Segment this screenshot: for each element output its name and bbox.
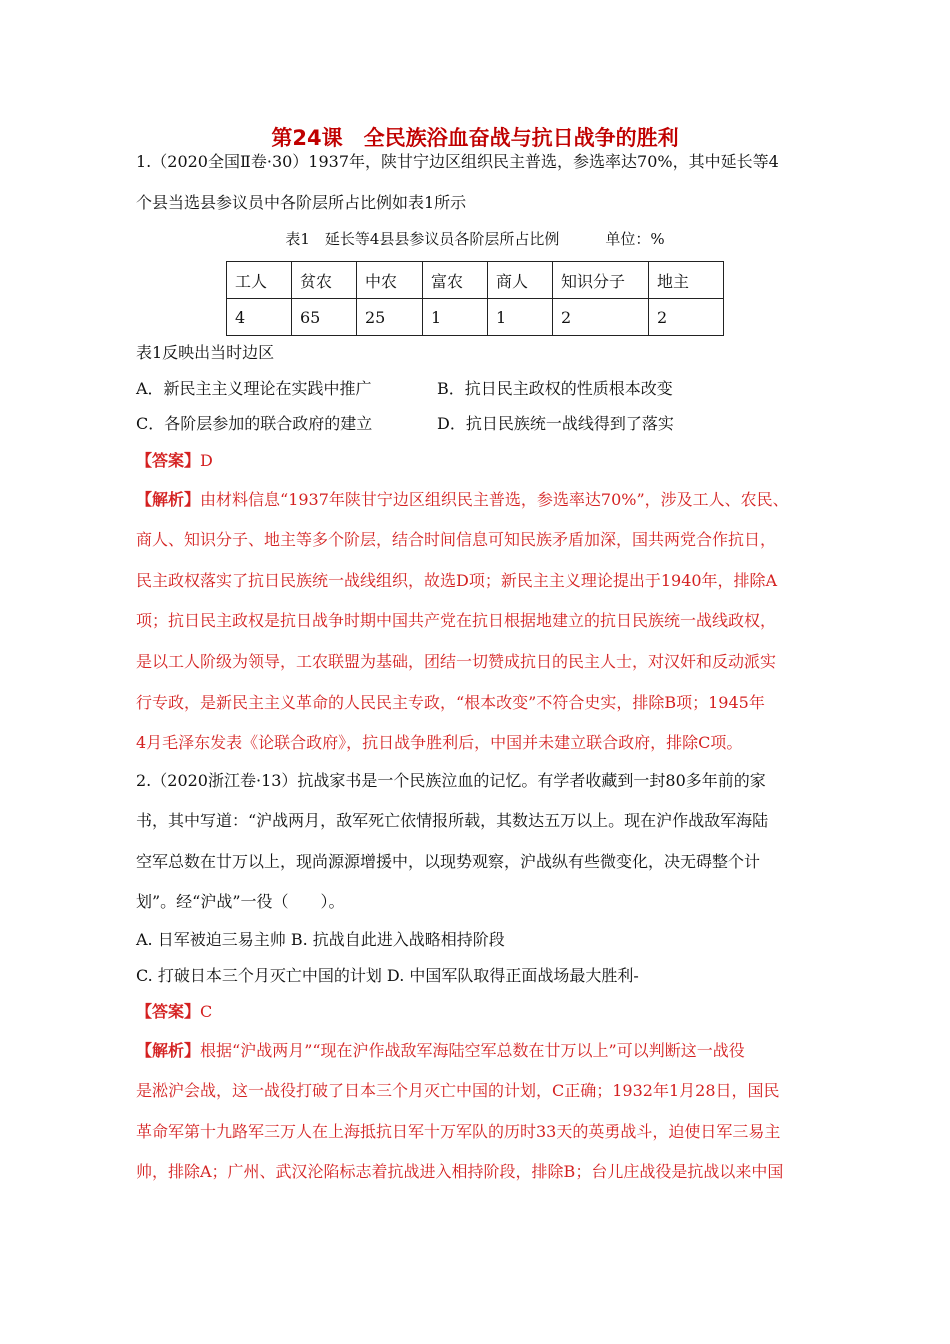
q1-analysis-line: 项；抗日民主政权是抗日战争时期中国共产党在抗日根据地建立的抗日民族统一战线政权， [136,611,777,630]
q2-stem-line: 划”。经“沪战”一役（ ）。 [136,892,345,911]
answer-value: D [200,451,213,470]
table-cell: 25 [357,299,423,336]
table-header-row [227,262,724,299]
page-title: 第24课 全民族浴血奋战与抗日战争的胜利 [271,126,679,150]
answer-label: 【答案】 [136,1002,201,1021]
q1-option-a: A．新民主主义理论在实践中推广 [136,379,372,398]
table-header-cell: 贫农 [292,262,357,299]
q1-option-c: C．各阶层参加的联合政府的建立 [136,414,373,433]
table-header-cell: 工人 [227,262,292,299]
q2-options-line2: C. 打破日本三个月灭亡中国的计划 D. 中国军队取得正面战场最大胜利- [136,966,639,985]
table-caption-text: 表1 延长等4县县参议员各阶层所占比例 [285,230,560,248]
table-cell: 4 [227,299,292,336]
q1-analysis-line: 行专政，是新民主主义革命的人民民主专政，“根本改变”不符合史实，排除B项；1945年 [136,693,765,712]
table-row [227,299,724,336]
q2-answer [136,1001,212,1023]
table-header-cell: 知识分子 [553,262,649,299]
q1-question: 表1反映出当时边区 [136,343,275,362]
table-cell: 1 [423,299,488,336]
table-header-cell: 中农 [357,262,423,299]
analysis-label: 【解析】 [136,1041,201,1060]
analysis-label: 【解析】 [136,490,201,509]
q1-answer [136,450,213,472]
q2-analysis-line [136,1040,745,1062]
q2-analysis-line: 革命军第十九路军三万人在上海抵抗日军十万军队的历时33天的英勇战斗，迫使日军三易主 [136,1122,781,1141]
q1-analysis-line: 是以工人阶级为领导，工农联盟为基础，团结一切赞成抗日的民主人士，对汉奸和反动派实 [136,652,777,671]
q1-analysis-line: 民主政权落实了抗日民族统一战线组织，故选D项；新民主主义理论提出于1940年，排除A [136,571,778,590]
table-header-cell: 富农 [423,262,488,299]
q1-analysis-line [136,489,789,511]
analysis-text: 由材料信息“1937年陕甘宁边区组织民主普选，参选率达70%”，涉及工人、农民、 [200,490,789,509]
answer-label: 【答案】 [136,451,201,470]
table-cell: 65 [292,299,357,336]
answer-value: C [200,1002,213,1021]
q1-option-b: B．抗日民主政权的性质根本改变 [437,379,673,398]
q1-analysis-line: 4月毛泽东发表《论联合政府》，抗日战争胜利后，中国并未建立联合政府，排除C项。 [136,733,743,752]
q1-stem-line2: 个县当选县参议员中各阶层所占比例如表1所示 [136,193,467,212]
table-unit: 单位：% [605,230,665,248]
q2-stem-line: 书，其中写道：“沪战两月，敌军死亡依情报所载，其数达五万以上。现在沪作战敌军海陆 [136,811,769,830]
q1-analysis-line: 商人、知识分子、地主等多个阶层，结合时间信息可知民族矛盾加深，国共两党合作抗日， [136,530,777,549]
table-cell: 1 [488,299,553,336]
table-header-cell: 商人 [488,262,553,299]
analysis-text: 根据“沪战两月”“现在沪作战敌军海陆空军总数在廿万以上”可以判断这一战役 [200,1041,745,1060]
q2-stem-line: 空军总数在廿万以上，现尚源源增援中，以现势观察，沪战纵有些微变化，决无碍整个计 [136,852,761,871]
table-cell: 2 [649,299,724,336]
q2-analysis-line: 帅，排除A；广州、武汉沦陷标志着抗战进入相持阶段，排除B；台儿庄战役是抗战以来中国 [136,1162,784,1181]
q1-table [226,261,724,336]
q1-option-d: D．抗日民族统一战线得到了落实 [437,414,674,433]
table-cell: 2 [553,299,649,336]
table-caption [0,229,950,249]
q2-options-line1: A. 日军被迫三易主帅 B. 抗战自此进入战略相持阶段 [136,930,505,949]
table-header-cell: 地主 [649,262,724,299]
q2-stem-line: 2.（2020浙江卷·13）抗战家书是一个民族泣血的记忆。有学者收藏到一封80多年前的家 [136,771,766,790]
q1-stem-line1: 1.（2020全国Ⅱ卷·30）1937年，陕甘宁边区组织民主普选，参选率达70%，其中延长等4 [136,152,779,171]
q2-analysis-line: 是淞沪会战，这一战役打破了日本三个月灭亡中国的计划，C正确；1932年1月28日，国民 [136,1081,780,1100]
